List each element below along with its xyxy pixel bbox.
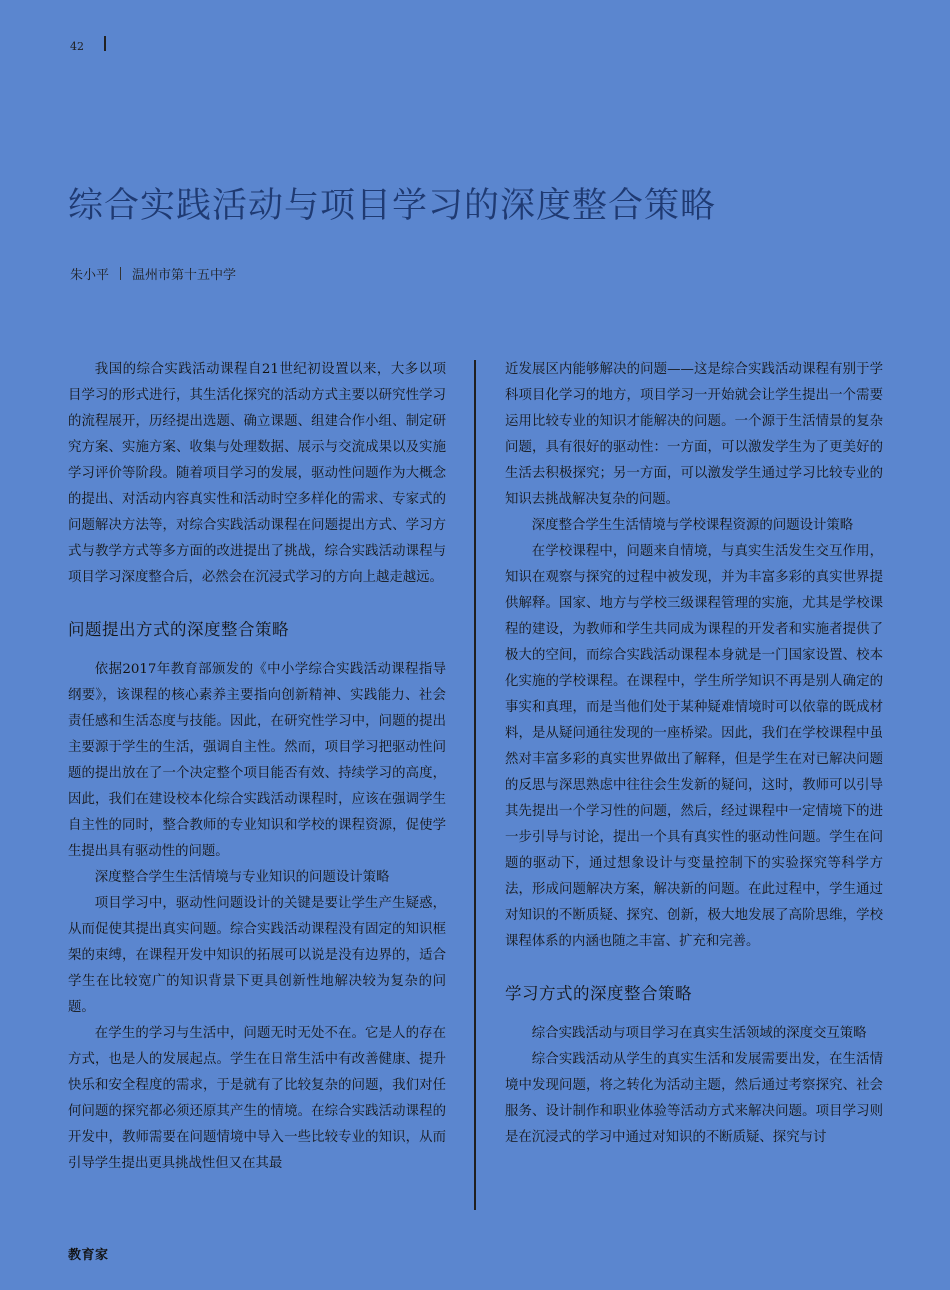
right-column bbox=[505, 357, 883, 1151]
body-paragraph: 在学校课程中，问题来自情境，与真实生活发生交互作用，知识在观察与探究的过程中被发现，并为丰富多彩的真实世界提供解释。国家、地方与学校三级课程管理的实施，尤其是学校课程的建设，为教师和学生共同成为课程的开发者和实施者提供了极大的空间，而综合实践活动课程本身就是一门国家设置、校本化实施的学校课程。在课程中，学生所学知识不再是别人确定的事实和真理，而是当他们处于某种疑难情境时可以依靠的既成材料，是从疑问通往发现的一座桥梁。因此，我们在学校课程中虽然对丰富多彩的真实世界做出了解释，但是学生在对已解决问题的反思与深思熟虑中往往会生发新的疑问，这时，教师可以引导其先提出一个学习性的问题，然后，经过课程中一定情境下的进一步引导与讨论，提出一个具有真实性的驱动性问题。学生在问题的驱动下，通过想象设计与变量控制下的实验探究等科学方法，形成问题解决方案，解决新的问题。在此过程中，学生通过对知识的不断质疑、探究、创新，极大地发展了高阶思维，学校课程体系的内涵也随之丰富、扩充和完善。 bbox=[505, 544, 883, 949]
byline bbox=[70, 264, 236, 283]
body-paragraph: 在学生的学习与生活中，问题无时无处不在。它是人的存在方式，也是人的发展起点。学生在日常生活中有改善健康、提升快乐和安全程度的需求，于是就有了比较复杂的问题，我们对任何问题的探究都必须还原其产生的情境。在综合实践活动课程的开发中，教师需要在问题情境中导入一些比较专业的知识，从而引导学生提出更具挑战性但又在其最 bbox=[68, 1026, 446, 1171]
subheading: 深度整合学生生活情境与专业知识的问题设计策略 bbox=[94, 870, 390, 885]
journal-logo: 教育家 bbox=[68, 1248, 109, 1263]
header-rule bbox=[104, 36, 106, 51]
body-paragraph: 项目学习中，驱动性问题设计的关键是要让学生产生疑惑，从而促使其提出真实问题。综合实践活动课程没有固定的知识框架的束缚，在课程开发中知识的拓展可以说是没有边界的，适合学生在比较宽广的知识背景下更具创新性地解决较为复杂的问题。 bbox=[68, 896, 446, 1015]
author-name: 朱小平 bbox=[70, 268, 110, 283]
body-paragraph: 依据2017年教育部颁发的《中小学综合实践活动课程指导纲要》，该课程的核心素养主要指向创新精神、实践能力、社会责任感和生活态度与技能。因此，在研究性学习中，问题的提出主要源于学生的生活，强调自主性。然而，项目学习把驱动性问题的提出放在了一个决定整个项目能否有效、持续学习的高度，因此，我们在建设校本化综合实践活动课程时，应该在强调学生自主性的同时，整合教师的专业知识和学校的课程资源，促使学生提出具有驱动性的问题。 bbox=[68, 662, 446, 859]
subheading: 深度整合学生生活情境与学校课程资源的问题设计策略 bbox=[531, 518, 854, 533]
body-paragraph: 综合实践活动从学生的真实生活和发展需要出发，在生活情境中发现问题，将之转化为活动主题，然后通过考察探究、社会服务、设计制作和职业体验等活动方式来解决问题。项目学习则是在沉浸式的学习中通过对知识的不断质疑、探究与讨 bbox=[505, 1052, 883, 1145]
body-paragraph: 近发展区内能够解决的问题——这是综合实践活动课程有别于学科项目化学习的地方，项目学习一开始就会让学生提出一个需要运用比较专业的知识才能解决的问题。一个源于生活情景的复杂问题，具有很好的驱动性：一方面，可以激发学生为了更美好的生活去积极探究；另一方面，可以激发学生通过学习比较专业的知识去挑战解决复杂的问题。 bbox=[505, 362, 883, 507]
byline-separator bbox=[120, 267, 121, 280]
section-heading-problem: 问题提出方式的深度整合策略 bbox=[68, 620, 289, 639]
author-affiliation: 温州市第十五中学 bbox=[132, 268, 237, 283]
section-heading-learning: 学习方式的深度整合策略 bbox=[505, 984, 692, 1003]
left-column bbox=[68, 357, 446, 1177]
intro-paragraph: 我国的综合实践活动课程自21世纪初设置以来，大多以项目学习的形式进行，其生活化探究的活动方式主要以研究性学习的流程展开，历经提出选题、确立课题、组建合作小组、制定研究方案、实施方案、收集与处理数据、展示与交流成果以及实施学习评价等阶段。随着项目学习的发展，驱动性问题作为大概念的提出、对活动内容真实性和活动时空多样化的需求、专家式的问题解决方法等，对综合实践活动课程在问题提出方式、学习方式与教学方式等多方面的改进提出了挑战，综合实践活动课程与项目学习深度整合后，必然会在沉浸式学习的方向上越走越远。 bbox=[68, 362, 446, 585]
article-title: 综合实践活动与项目学习的深度整合策略 bbox=[68, 186, 717, 226]
subheading: 综合实践活动与项目学习在真实生活领域的深度交互策略 bbox=[531, 1026, 867, 1041]
page-number: 42 bbox=[70, 40, 84, 53]
column-divider bbox=[474, 360, 476, 1210]
